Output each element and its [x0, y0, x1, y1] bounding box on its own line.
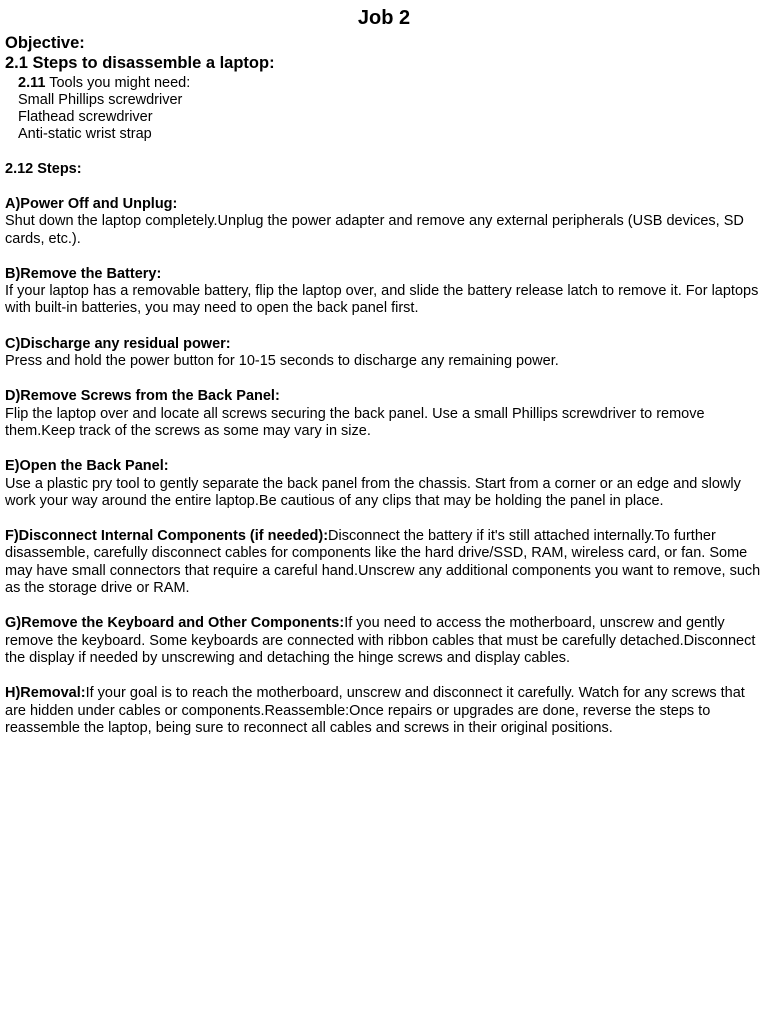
step-text: Press and hold the power button for 10-15 seconds to discharge any remaining power. — [5, 353, 559, 370]
step-b — [5, 266, 763, 318]
section-heading: 2.1 Steps to disassemble a laptop: — [5, 54, 275, 72]
step-title: H)Removal: — [5, 685, 86, 702]
step-title: E)Open the Back Panel: — [5, 458, 169, 475]
step-title: F)Disconnect Internal Components (if needed): — [5, 528, 329, 545]
step-c — [5, 336, 763, 371]
step-text: Shut down the laptop completely.Unplug the power adapter and remove any external peripherals (USB devices, SD cards, etc.). — [5, 213, 744, 247]
step-text: If your goal is to reach the motherboard, unscrew and disconnect it carefully. Watch for any screws that are hidden under cables or components.Reassemble:Once repairs or upgrades are done, reverse the steps to reassemble the laptop, being sure to reconnect all cables and screws in their original positions. — [5, 685, 745, 736]
step-h — [5, 685, 763, 737]
document-title: Job 2 — [357, 7, 411, 29]
step-title: G)Remove the Keyboard and Other Components: — [5, 615, 345, 632]
step-title: D)Remove Screws from the Back Panel: — [5, 388, 280, 405]
step-text: Use a plastic pry tool to gently separate the back panel from the chassis. Start from a corner or an edge and slowly work your way around the entire laptop.Be cautious of any clips that may be holding the panel in place. — [5, 475, 741, 509]
step-f — [5, 528, 763, 597]
step-a — [5, 196, 763, 248]
step-title: A)Power Off and Unplug: — [5, 196, 178, 212]
step-e — [5, 458, 763, 510]
tool-item: Flathead screwdriver — [18, 109, 153, 125]
step-text: If you need to access the motherboard, unscrew and gently remove the keyboard. Some keyboards are connected with ribbon cables that must be carefully detached.Disconnect the display if needed by unscrewing and detaching the hinge screws and display cables. — [5, 615, 756, 666]
steps-heading: 2.12 Steps: — [5, 161, 82, 177]
step-text: Flip the laptop over and locate all screws securing the back panel. Use a small Phillips screwdriver to remove them.Keep track of the screws as some may vary in size. — [5, 405, 705, 439]
step-text: Disconnect the battery if it's still attached internally.To further disassemble, carefully disconnect cables for components like the hard drive/SSD, RAM, wireless card, or fan. Some may have small connectors that require a careful hand.Unscrew any additional components you want to remove, such as the storage drive or RAM. — [5, 528, 761, 597]
step-title: B)Remove the Battery: — [5, 265, 162, 282]
tool-item: Small Phillips screwdriver — [18, 92, 183, 108]
tools-intro — [18, 75, 763, 92]
step-g — [5, 615, 763, 667]
tools-number: 2.11 — [18, 75, 46, 91]
tools-intro-text: Tools you might need: — [45, 75, 191, 91]
tools-list — [5, 75, 763, 143]
step-text: If your laptop has a removable battery, flip the laptop over, and slide the battery release latch to remove it. For laptops with built-in batteries, you may need to open the back panel first. — [5, 283, 759, 317]
step-d — [5, 388, 763, 440]
tool-item: Anti-static wrist strap — [18, 126, 152, 142]
objective-heading: Objective: — [5, 34, 85, 52]
step-title: C)Discharge any residual power: — [5, 335, 231, 352]
